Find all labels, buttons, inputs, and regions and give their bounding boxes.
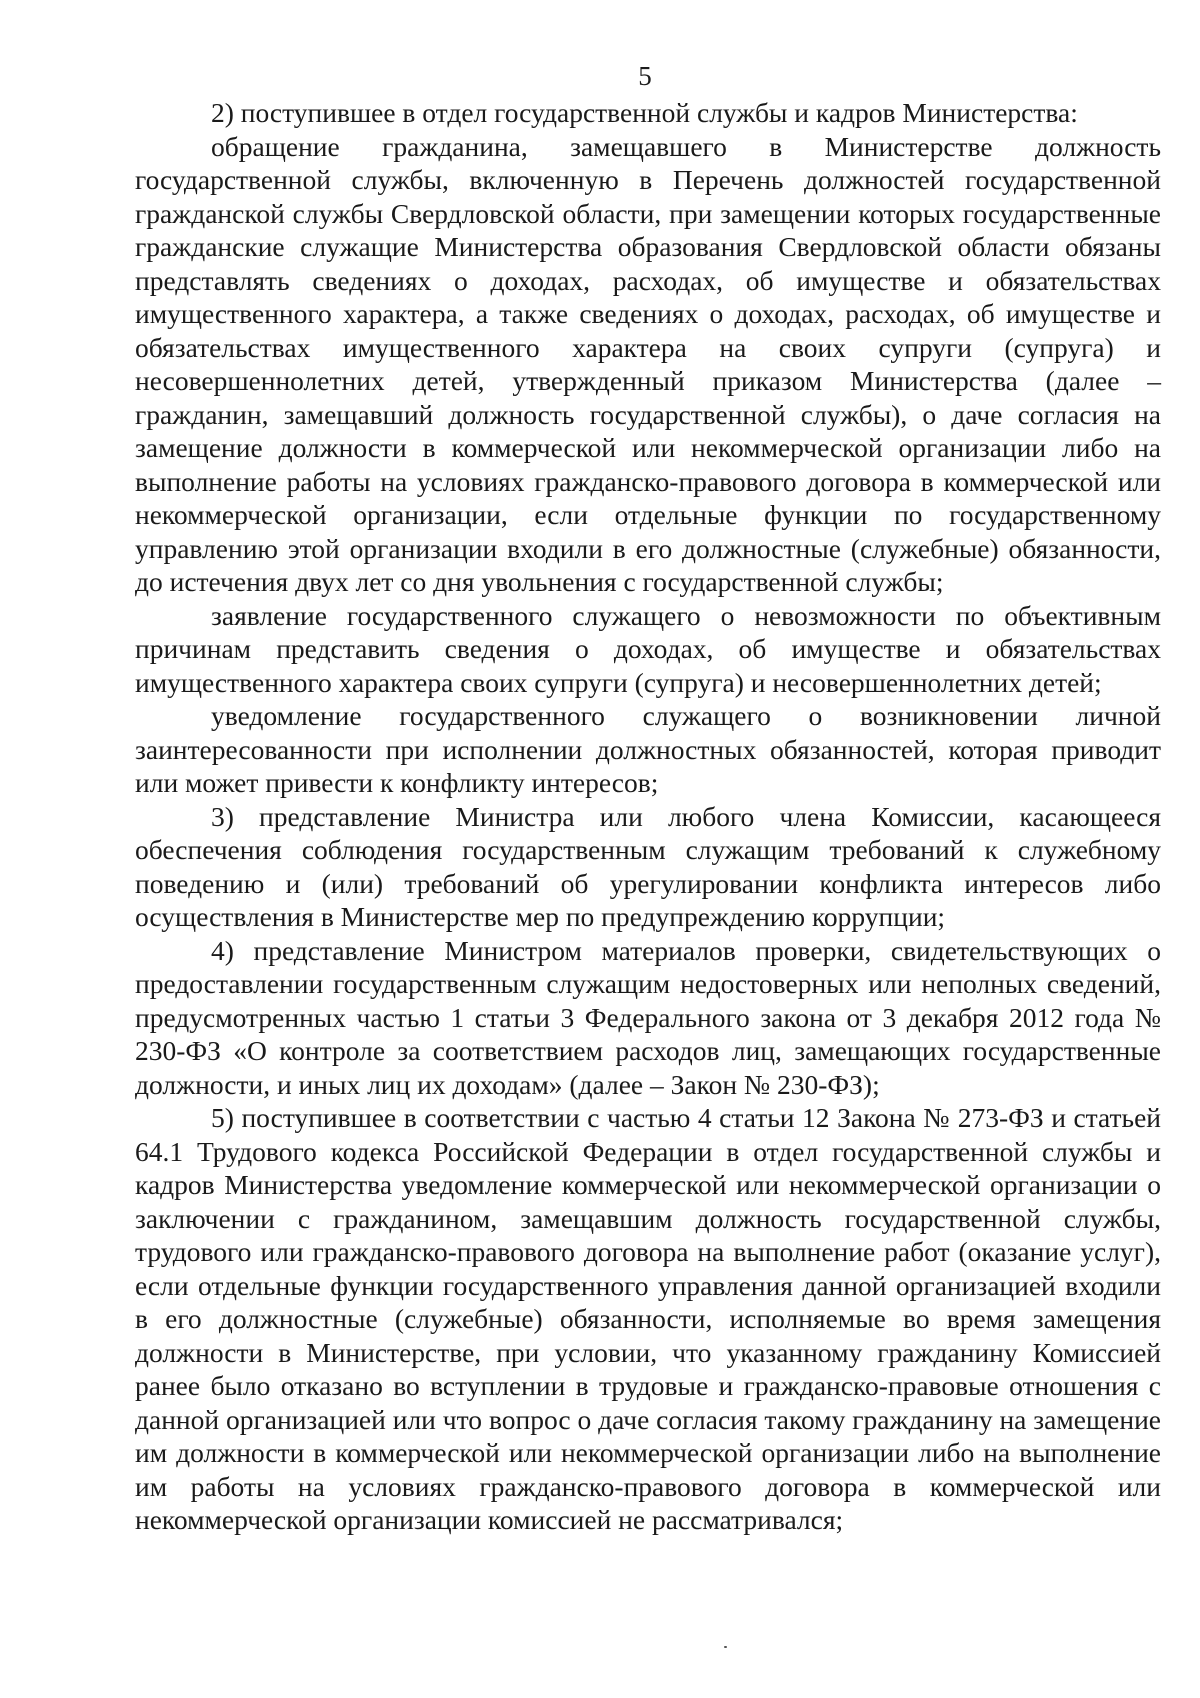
scan-speck <box>724 1646 727 1648</box>
document-body <box>135 96 1161 1537</box>
paragraph-item-2: 2) поступившее в отдел государственной службы и кадров Министерства: <box>211 97 1078 128</box>
paragraph-item-4: 4) представление Министром материалов проверки, свидетельствующих о предоставлении государственным служащим недостоверных или неполных сведений, предусмотренных частью 1 статьи 3 Федерального закона от 3 декабря 2012 года № 230-ФЗ «О контроле за соответствием расходов лиц, замещающих государственные должности, и иных лиц их доходам» (далее – Закон № 230-ФЗ); <box>135 934 1161 1100</box>
paragraph-item-5: 5) поступившее в соответствии с частью 4 статьи 12 Закона № 273-ФЗ и статьей 64.1 Трудового кодекса Российской Федерации в отдел государственной службы и кадров Министерства уведомление коммерческой или некоммерческой организации о заключении с гражданином, замещавшим должность государственной службы, трудового или гражданско-правового договора на выполнение работ (оказание услуг), если отдельные функции государственного управления данной организацией входили в его должностные (служебные) обязанности, исполняемые во время замещения должности в Министерстве, при условии, что указанному гражданину Комиссией ранее было отказано во вступлении в трудовые и гражданско-правовые отношения с данной организацией или что вопрос о даче согласия такому гражданину на замещение им должности в коммерческой или некоммерческой организации либо на выполнение им работы на условиях гражданско-правового договора в коммерческой или некоммерческой организации комиссией не рассматривался; <box>135 1102 1161 1535</box>
paragraph-conflict-notice: уведомление государственного служащего о возникновении личной заинтересованности при исполнении должностных обязанностей, которая приводит или может привести к конфликту интересов; <box>135 700 1161 798</box>
paragraph-servant-statement: заявление государственного служащего о невозможности по объективным причинам представить сведения о доходах, об имуществе и обязательствах имущественного характера своих супруги (супруга) и несовершеннолетних детей; <box>135 599 1161 698</box>
paragraph-citizen-appeal: обращение гражданина, замещавшего в Министерстве должность государственной службы, включенную в Перечень должностей государственной гражданской службы Свердловской области, при замещении которых государственные гражданские служащие Министерства образования Свердловской области обязаны представлять сведениях о доходах, расходах, об имуществе и обязательствах имущественного характера, а также сведениях о доходах, расходах, об имуществе и обязательствах имущественного характера на своих супруги (супруга) и несовершеннолетних детей, утвержденный приказом Министерства (далее – гражданин, замещавший должность государственной службы), о даче согласия на замещение должности в коммерческой или некоммерческой организации либо на выполнение работы на условиях гражданско-правового договора в коммерческой или некоммерческой организации, если отдельные функции по государственному управлению этой организации входили в его должностные (служебные) обязанности, до истечения двух лет со дня увольнения с государственной службы; <box>135 130 1161 597</box>
paragraph-item-3: 3) представление Министра или любого члена Комиссии, касающееся обеспечения соблюдения государственным служащим требований к служебному поведению и (или) требований об урегулировании конфликта интересов либо осуществления в Министерстве мер по предупреждению коррупции; <box>135 800 1161 932</box>
page-number: 5 <box>638 61 652 91</box>
